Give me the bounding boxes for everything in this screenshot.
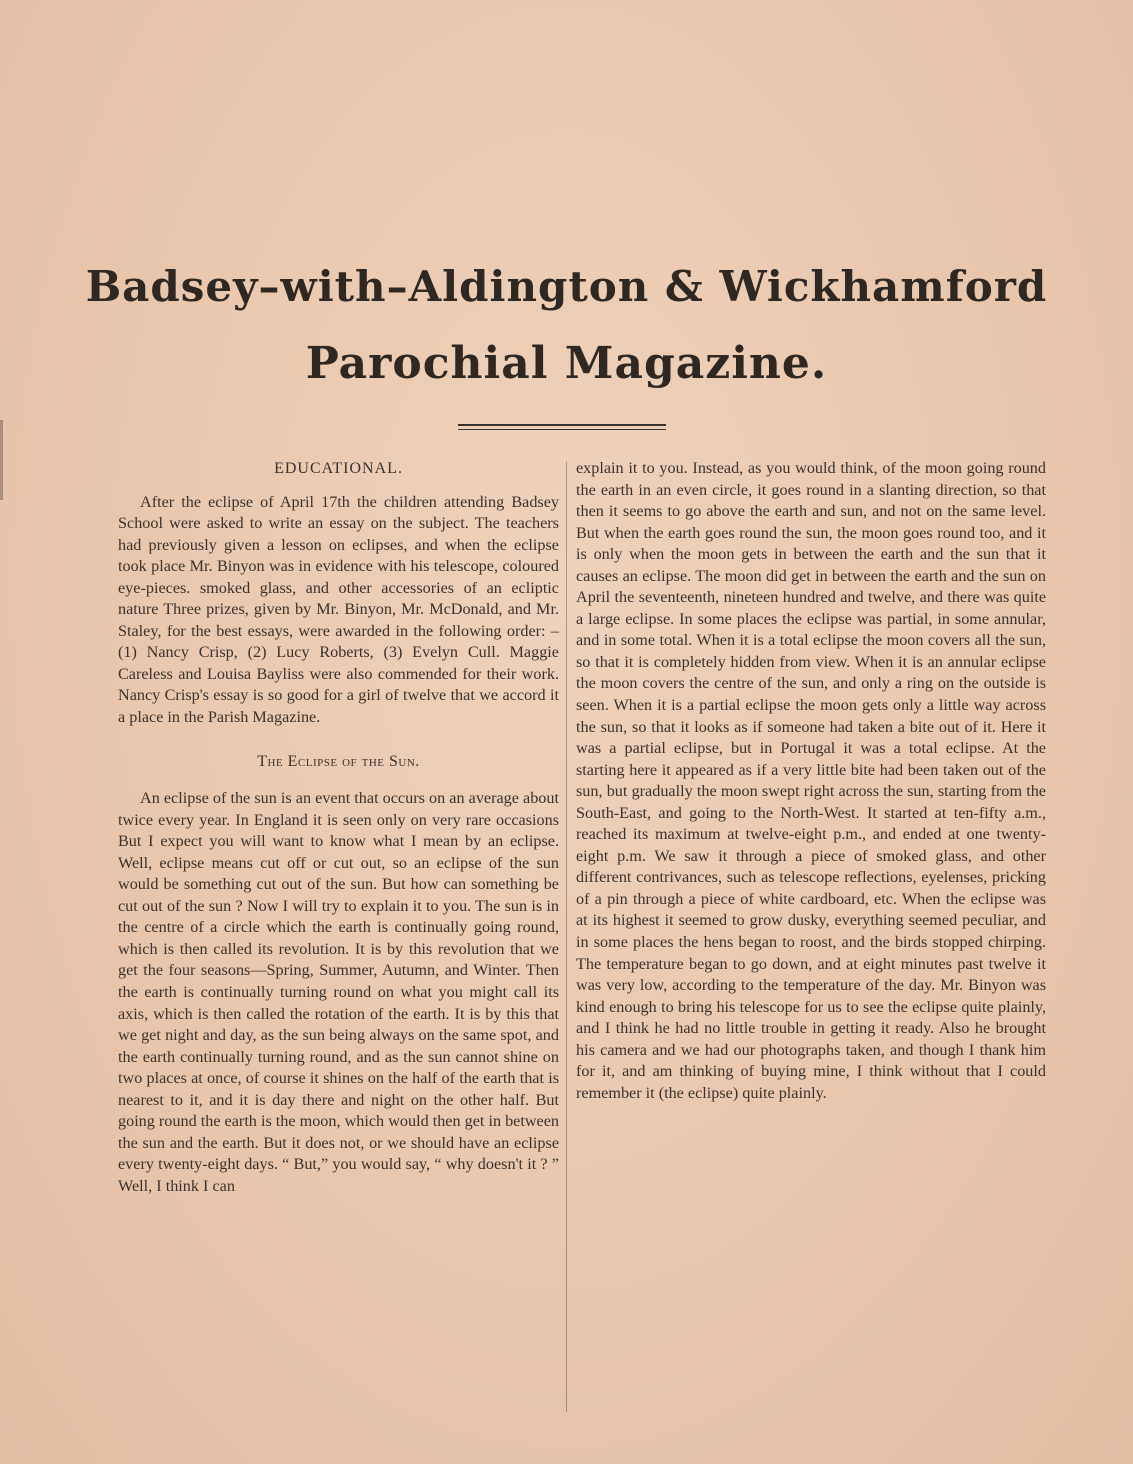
title-double-rule: [458, 424, 666, 430]
page-edge-mark: [0, 420, 3, 500]
left-column: [118, 458, 559, 1198]
magazine-title-line1: Badsey–with–Aldington & Wickhamford: [85, 262, 1048, 311]
column-divider: [566, 462, 567, 1412]
essay-paragraph-continued: explain it to you. Instead, as you would think, of the moon going round the earth in an even circle, it goes round in a slanting direction, so that then it seems to go above the earth and sun, and not on the same level. But when the earth goes round the sun, the moon goes round too, and it is only when the moon gets in between the earth and the sun that it causes an eclipse. The moon did get in between the earth and the sun on April the seventeenth, nineteen hundred and twelve, and there was quite a large eclipse. In some places the eclipse was partial, in some annular, and in some total. When it is a total eclipse the moon covers all the sun, so that it is completely hidden from view. When it is an annular eclipse the moon covers the centre of the sun, and only a ring on the outside is seen. When it is a partial eclipse the moon gets only a little way across the sun, so that it looks as if someone had taken a bite out of it. Here it was a partial eclipse, but in Portugal it was a total eclipse. At the starting here it appeared as if a very little bite had been taken out of the sun, but gradually the moon swept right across the sun, starting from the South-East, and going to the North-West. It started at ten-fifty a.m., reached its maximum at twelve-eight p.m., and ended at one twenty-eight p.m. We saw it through a piece of smoked glass, and other different contrivances, such as telescope reflections, eyelenses, pricking of a pin through a piece of white cardboard, etc. When the eclipse was at its highest it seemed to grow dusky, everything seemed peculiar, and in some places the hens began to roost, and the birds stopped chirping. The temperature began to go down, and at eight minutes past twelve it was very low, according to the temperature of the day. Mr. Binyon was kind enough to bring his telescope for us to see the eclipse quite plainly, and I think he had no little trouble in getting it ready. Also he brought his camera and we had our photographs taken, and though I thank him for it, and am thinking of buying mine, I think without that I could remember it (the eclipse) quite plainly.: [576, 459, 1046, 1102]
essay-paragraph-start: An eclipse of the sun is an event that occurs on an average about twice every year. In England it is seen only on very rare occasions But I expect you will want to know what I mean by an eclipse. Well, eclipse means cut off or cut out, so an eclipse of the sun would be something cut out of the sun. But how can something be cut out of the sun ? Now I will try to explain it to you. The sun is in the centre of a circle which the earth is continually going round, which is then called its revolution. It is by this revolution that we get the four seasons—Spring, Summer, Autumn, and Winter. Then the earth is continually turning round on what you might call its axis, which is then called the rotation of the earth. It is by this that we get night and day, as the sun being always on the same spot, and the earth continually turning round, and as the sun cannot shine on two places at once, of course it shines on the half of the earth that is nearest to it, and it is day there and night on the other half. But going round the earth is the moon, which would then get in between the sun and the earth. But it does not, or we should have an eclipse every twenty-eight days. “ But,” you would say, “ why doesn't it ? ” Well, I think I can: [118, 789, 560, 1195]
essay-title: The Eclipse of the Sun.: [257, 752, 420, 770]
section-heading: EDUCATIONAL.: [274, 460, 403, 477]
intro-paragraph: After the eclipse of April 17th the children attending Badsey School were asked to write an essay on the subject. The teachers had previously given a lesson on eclipses, and when the eclipse took place Mr. Binyon was in evidence with his telescope, coloured eye-pieces. smoked glass, and other accessories of an ecliptic nature Three prizes, given by Mr. Binyon, Mr. McDonald, and Mr. Staley, for the best essays, were awarded in the following order: –(1) Nancy Crisp, (2) Lucy Roberts, (3) Evelyn Cull. Maggie Careless and Louisa Bayliss were also commended for their work. Nancy Crisp's essay is so good for a girl of twelve that we accord it a place in the Parish Magazine.: [118, 492, 559, 727]
right-column: [576, 458, 1046, 1104]
magazine-title-line2: Parochial Magazine.: [305, 338, 828, 389]
